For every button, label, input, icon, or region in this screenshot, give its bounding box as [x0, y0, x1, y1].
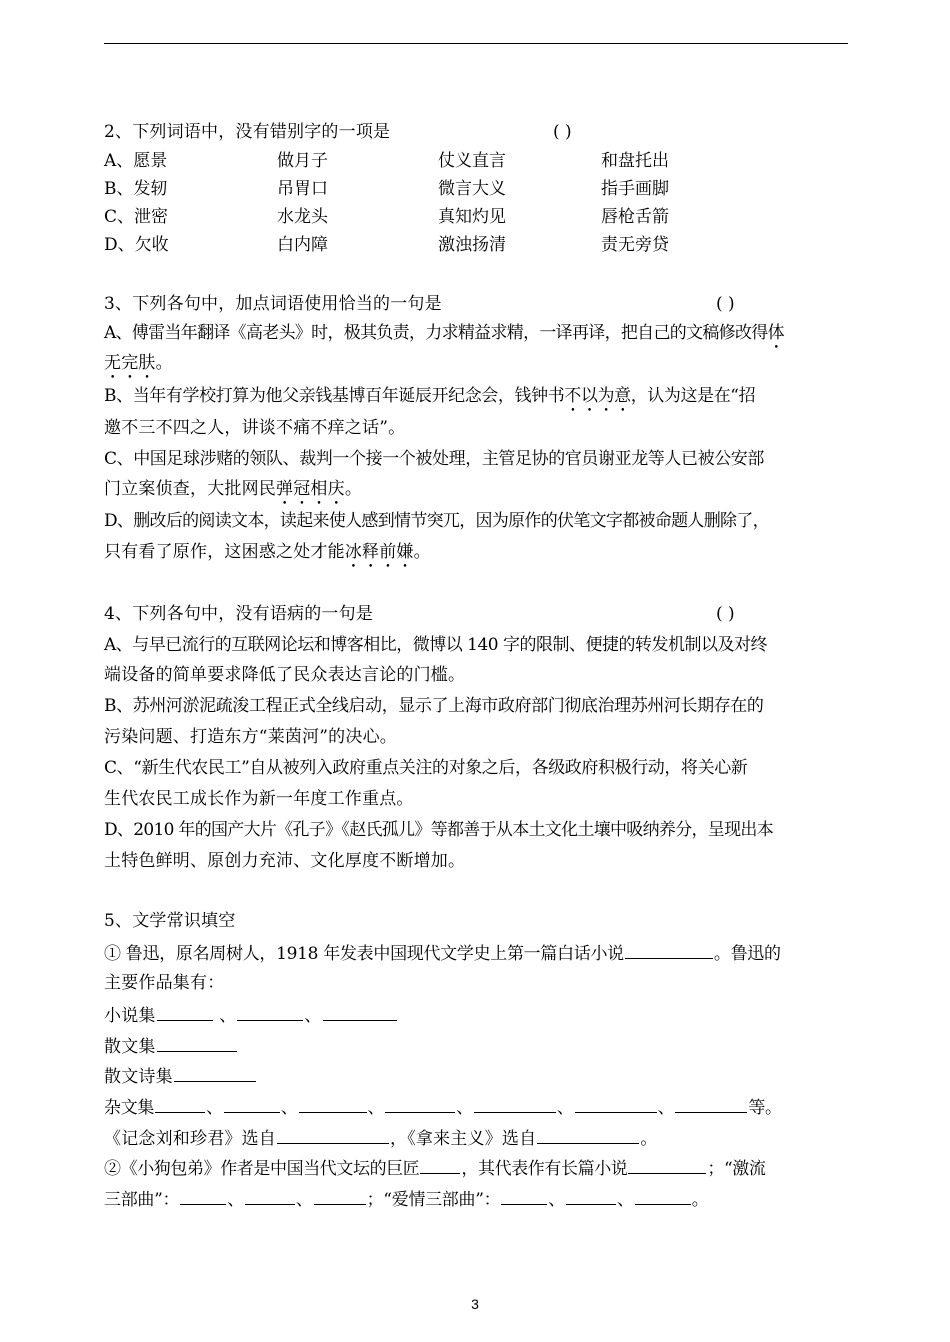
prose-poems-label: 散文诗集: [104, 1067, 173, 1087]
blank-essays-7[interactable]: [675, 1095, 747, 1113]
trilogy-end: 。: [691, 1190, 709, 1210]
q2-b-word3: 微言大义: [438, 179, 506, 199]
q2-b-word2: 吊胃口: [277, 179, 328, 199]
source-end: 。: [640, 1129, 658, 1149]
separator: 、: [456, 1098, 473, 1118]
blank-author[interactable]: [420, 1156, 460, 1174]
q2-c-word2: 水龙头: [277, 207, 328, 227]
q3-a-end: 。: [155, 353, 173, 373]
q2-b-word1: B、发轫: [104, 179, 168, 199]
q5-line-prose-poems: [104, 1064, 257, 1088]
blank-novel[interactable]: [628, 1156, 706, 1174]
q3-a-dotted-word-start: 体: [767, 323, 784, 343]
prose-label: 散文集: [104, 1037, 156, 1057]
q2-d-word1: D、欠收: [104, 235, 169, 255]
q2-c-word3: 真知灼见: [438, 207, 506, 227]
source-text-2: ，《拿来主义》选自: [390, 1129, 537, 1149]
q2-answer-paren: ( ): [553, 122, 572, 142]
blank-torrent-1[interactable]: [180, 1187, 226, 1205]
q3-c-dotted-word: 弹冠相庆: [276, 479, 345, 499]
separator: 、: [280, 1098, 298, 1118]
essays-end: 等。: [748, 1098, 782, 1118]
q3-answer-paren: ( ): [716, 294, 735, 314]
blank-source-1[interactable]: [277, 1126, 389, 1144]
bajin-text-1: ②《小狗包弟》作者是中国当代文坛的巨匠: [104, 1159, 420, 1179]
q3-option-c-line2: [104, 478, 362, 509]
blank-prose[interactable]: [157, 1034, 237, 1052]
separator: 、: [219, 1006, 237, 1026]
q2-a-word2: 做月子: [277, 151, 328, 171]
q4-option-b-line2: 污染问题、打造东方“莱茵河”的决心。: [104, 727, 397, 747]
separator: 、: [304, 1006, 322, 1026]
separator: 、: [206, 1098, 223, 1118]
q5-title: 5、文学常识填空: [104, 911, 236, 931]
q2-c-word1: C、泄密: [104, 207, 169, 227]
q3-a-text: A、傅雷当年翻译《高老头》时，极其负责，力求精益求精，一译再译，把自己的文稿修改得: [104, 323, 768, 343]
blank-essays-1[interactable]: [155, 1095, 205, 1113]
q4-option-d-line1: D、2010 年的国产大片《孔子》《赵氏孤儿》等都善于从本土文化土壤中吸纳养分，呈现出本: [104, 820, 773, 840]
q5-line-novels: [104, 1003, 398, 1027]
q4-option-b-line1: B、苏州河淤泥疏浚工程正式全线启动，显示了上海市政府部门彻底治理苏州河长期存在的: [104, 696, 764, 716]
separator: 、: [657, 1098, 675, 1118]
q3-option-c-line1: C、中国足球涉赌的领队、裁判一个接一个被处理，主管足协的官员谢亚龙等人已被公安部: [104, 449, 765, 469]
separator: 、: [556, 1098, 574, 1118]
q3-option-b-line2: 邀不三不四之人，讲谈不痛不痒之话”。: [104, 418, 406, 438]
blank-novels-1[interactable]: [157, 1003, 213, 1021]
trilogy-text-1: 三部曲”：: [104, 1190, 180, 1210]
blank-source-2[interactable]: [537, 1126, 639, 1144]
blank-novels-3[interactable]: [323, 1003, 397, 1021]
q5-line-sources: [104, 1126, 658, 1150]
blank-first-novel[interactable]: [625, 941, 713, 959]
q5-line-trilogies: [104, 1187, 708, 1211]
essays-label: 杂文集: [104, 1098, 155, 1118]
blank-essays-5[interactable]: [474, 1095, 556, 1113]
q4-stem: 4、下列各句中，没有语病的一句是: [104, 604, 374, 624]
q2-a-word4: 和盘托出: [601, 151, 669, 171]
blank-love-2[interactable]: [566, 1187, 616, 1205]
q2-d-word2: 白内障: [277, 235, 328, 255]
q3-b-text: B、当年有学校打算为他父亲钱基博百年诞辰开纪念会，钱钟书: [104, 386, 565, 406]
separator: 、: [295, 1190, 313, 1210]
q5-line-prose: [104, 1034, 238, 1058]
q5-line-essays: [104, 1095, 782, 1119]
q4-option-a-line1: A、与早已流行的互联网论坛和博客相比，微博以 140 字的限制、便捷的转发机制以及对终: [104, 635, 768, 655]
novels-label: 小说集: [104, 1006, 156, 1026]
q3-b-dotted-word: 不以为意: [564, 386, 631, 406]
bajin-text-3: ；“激流: [707, 1159, 766, 1179]
q2-a-word1: A、愿景: [104, 151, 168, 171]
q3-c-end: 。: [344, 479, 363, 499]
q3-b-text-after: ，认为这是在“招: [630, 386, 756, 406]
q4-answer-paren: ( ): [716, 604, 735, 624]
q3-d-text: 只有看了原作，这困惑之处才能: [104, 542, 345, 562]
blank-essays-3[interactable]: [299, 1095, 367, 1113]
separator: 、: [617, 1190, 634, 1210]
q2-d-word4: 责无旁贷: [601, 235, 669, 255]
q4-option-a-line2: 端设备的简单要求降低了民众表达言论的门槛。: [104, 665, 466, 685]
q3-option-a-line1: [104, 322, 784, 353]
q2-c-word4: 唇枪舌箭: [601, 207, 669, 227]
blank-essays-6[interactable]: [575, 1095, 657, 1113]
q3-option-d-line1: D、删改后的阅读文本，读起来使人感到情节突兀，因为原作的伏笔文字都被命题人删除了，: [104, 511, 769, 531]
q3-d-end: 。: [413, 542, 431, 562]
q3-stem: 3、下列各句中，加点词语使用恰当的一句是: [104, 294, 442, 314]
q2-stem: 2、下列词语中，没有错别字的一项是: [104, 122, 391, 142]
q2-b-word4: 指手画脚: [601, 179, 669, 199]
blank-essays-4[interactable]: [385, 1095, 455, 1113]
blank-love-3[interactable]: [635, 1187, 691, 1205]
trilogy-text-2: ；“爱情三部曲”：: [366, 1190, 501, 1210]
q4-option-c-line1: C、“新生代农民工”自从被列入政府重点关注的对象之后，各级政府积极行动，将关心新: [104, 758, 748, 778]
separator: 、: [227, 1190, 244, 1210]
q3-a-dotted-word-end: 无完肤: [104, 353, 156, 373]
q5-luxun-text-after: 。鲁迅的: [713, 944, 781, 964]
source-text-1: 《记念刘和珍君》选自: [104, 1129, 276, 1149]
q3-option-a-line2: [104, 352, 173, 383]
separator: 、: [367, 1098, 385, 1118]
blank-essays-2[interactable]: [224, 1095, 280, 1113]
q4-option-c-line2: 生代农民工成长作为新一年度工作重点。: [104, 789, 414, 809]
q2-d-word3: 激浊扬清: [438, 235, 506, 255]
q3-c-text: 门立案侦查，大批网民: [104, 479, 276, 499]
bajin-text-2: ，其代表作有长篇小说: [461, 1159, 628, 1179]
q5-line-luxun: [104, 941, 781, 965]
blank-torrent-3[interactable]: [314, 1187, 366, 1205]
q5-luxun-text: ① 鲁迅，原名周树人，1918 年发表中国现代文学史上第一篇白话小说: [104, 944, 624, 964]
blank-novels-2[interactable]: [237, 1003, 303, 1021]
blank-prose-poems[interactable]: [174, 1064, 256, 1082]
separator: 、: [548, 1190, 565, 1210]
q4-option-d-line2: 土特色鲜明、原创力充沛、文化厚度不断增加。: [104, 851, 466, 871]
blank-love-1[interactable]: [501, 1187, 547, 1205]
blank-torrent-2[interactable]: [245, 1187, 295, 1205]
q5-line-works-intro: 主要作品集有：: [104, 973, 225, 993]
page-number: 3: [471, 1296, 479, 1312]
q3-d-dotted-word: 冰释前嫌: [344, 542, 414, 562]
q3-option-d-line2: [104, 541, 431, 572]
q2-a-word3: 仗义直言: [438, 151, 506, 171]
q3-option-b-line1: [104, 385, 755, 416]
q5-line-bajin: [104, 1156, 766, 1180]
header-rule: [104, 43, 848, 44]
